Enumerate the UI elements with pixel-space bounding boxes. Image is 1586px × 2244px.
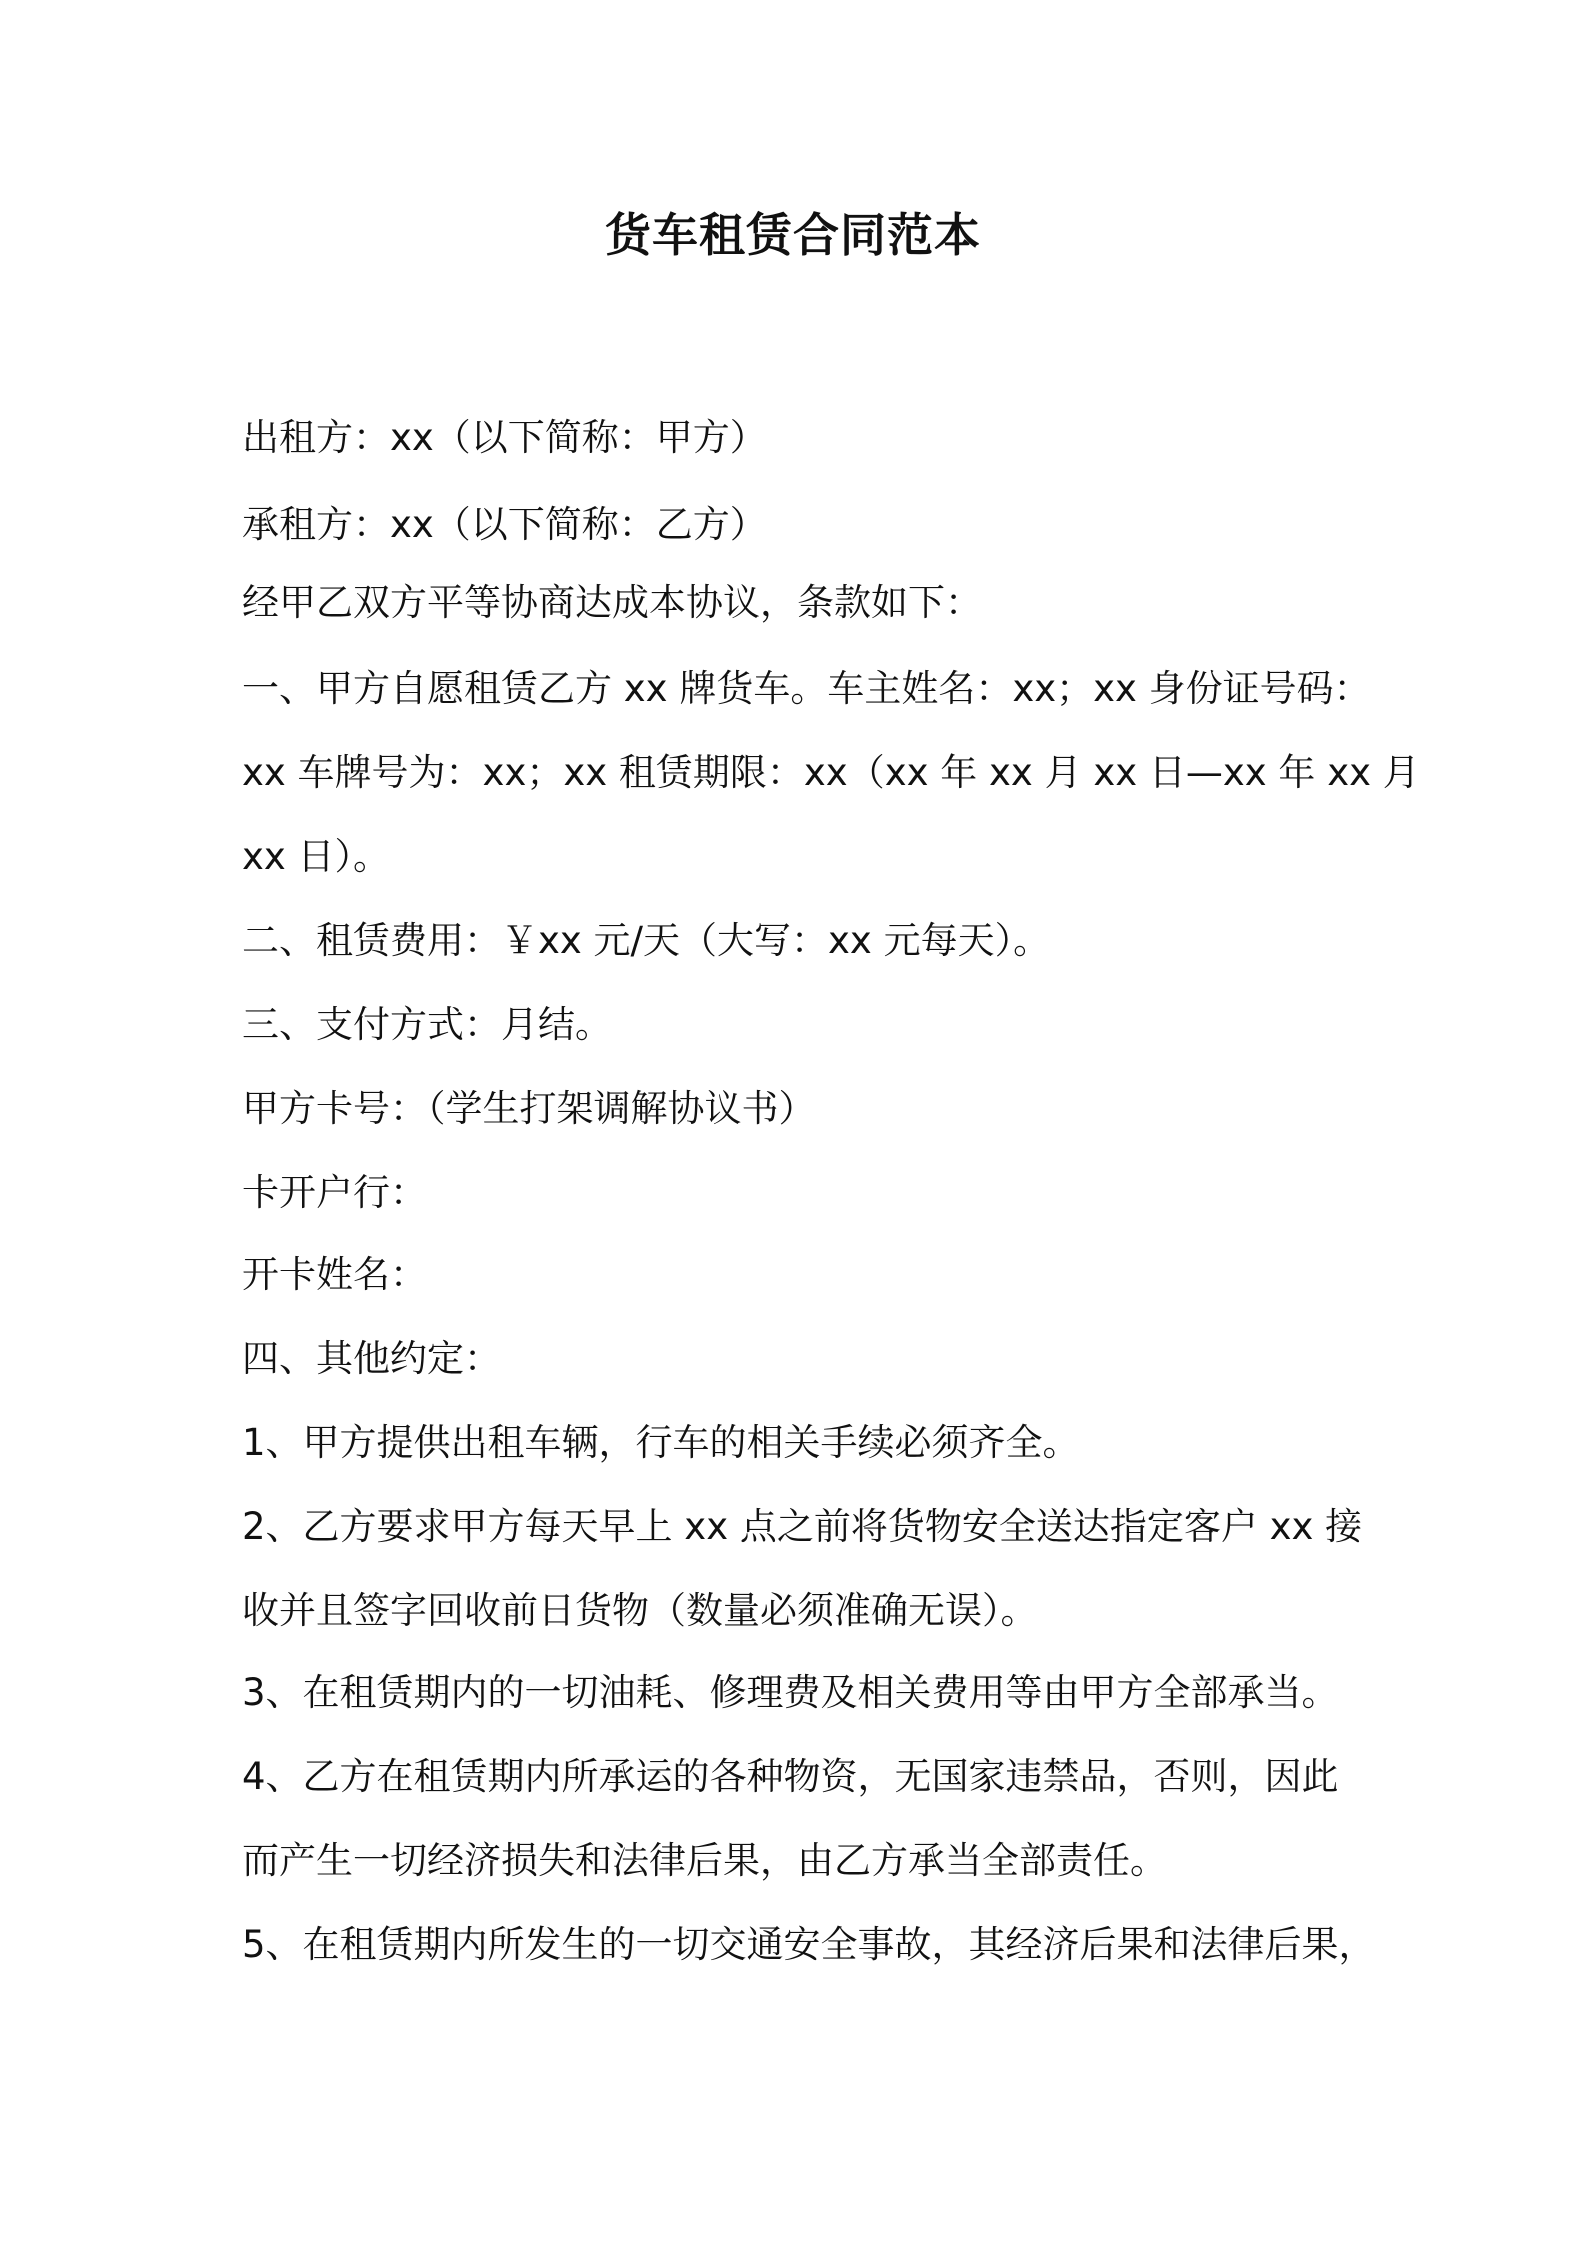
item-5-line-1: 5、在租赁期内所发生的一切交通安全事故，其经济后果和法律后果， [242,1923,1376,1966]
card-bank-line: 卡开户行： [242,1171,427,1214]
clause-4-heading: 四、其他约定： [242,1337,501,1380]
clause-3-line: 三、支付方式：月结。 [242,1003,612,1046]
clause-1-line-2: xx 车牌号为：xx；xx 租赁期限：xx（xx 年 xx 月 xx 日—xx 年 xx 月 [242,751,1420,794]
item-2-line-1: 2、乙方要求甲方每天早上 xx 点之前将货物安全送达指定客户 xx 接 [242,1505,1363,1548]
clause-1-line-1: 一、甲方自愿租赁乙方 xx 牌货车。车主姓名：xx；xx 身份证号码： [242,667,1371,710]
item-4-line-2: 而产生一切经济损失和法律后果，由乙方承当全部责任。 [242,1839,1167,1882]
lessee-line: 承租方：xx（以下简称：乙方） [242,503,767,546]
clause-2-line: 二、租赁费用：￥xx 元/天（大写：xx 元每天）。 [242,919,1051,962]
item-2-line-2: 收并且签字回收前日货物（数量必须准确无误）。 [242,1589,1038,1632]
item-4-line-1: 4、乙方在租赁期内所承运的各种物资，无国家违禁品，否则，因此 [242,1755,1339,1798]
item-1-line: 1、甲方提供出租车辆，行车的相关手续必须齐全。 [242,1421,1080,1464]
lessor-line: 出租方：xx（以下简称：甲方） [242,416,767,459]
card-number-line: 甲方卡号：（学生打架调解协议书） [242,1087,816,1130]
item-3-line: 3、在租赁期内的一切油耗、修理费及相关费用等由甲方全部承当。 [242,1671,1339,1714]
agreement-intro-line: 经甲乙双方平等协商达成本协议，条款如下： [242,581,982,624]
document-title: 货车租赁合同范本 [605,208,981,262]
clause-1-line-3: xx 日）。 [242,835,391,878]
card-holder-line: 开卡姓名： [242,1253,427,1296]
